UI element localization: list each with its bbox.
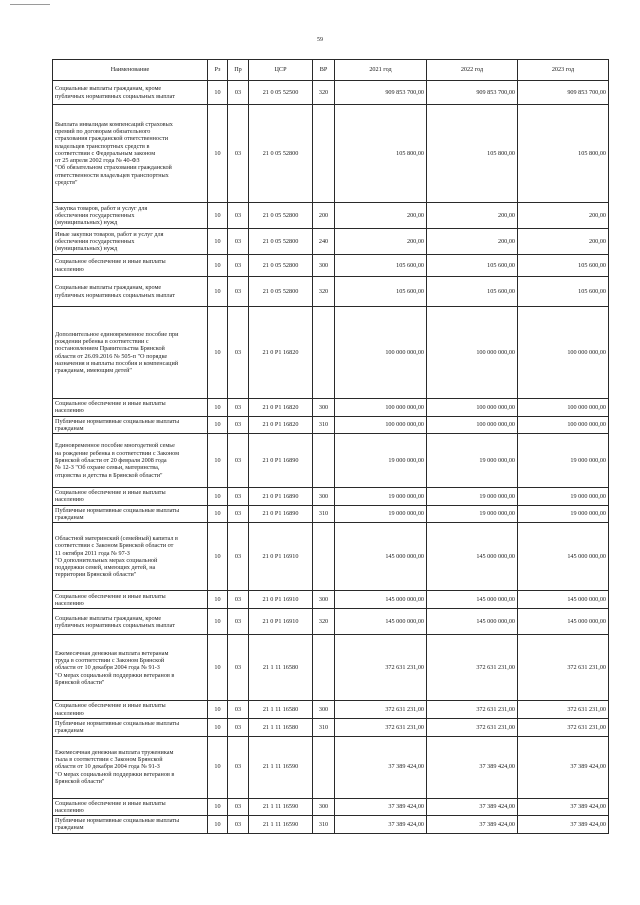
header-2021: 2021 год: [335, 60, 427, 81]
cell-csr: 21 0 05 52800: [249, 203, 313, 229]
cell-y2021: 19 000 000,00: [335, 505, 427, 523]
header-csr: ЦСР: [249, 60, 313, 81]
name-line: Публичные нормативные социальные выплаты: [55, 506, 180, 514]
cell-csr: 21 1 11 16580: [249, 701, 313, 719]
cell-vr: [313, 105, 335, 203]
cell-y2023: 100 000 000,00: [518, 399, 609, 417]
cell-name: [53, 798, 208, 816]
cell-y2022: 19 000 000,00: [427, 488, 518, 506]
cell-rz: 10: [208, 701, 228, 719]
name-line: Ежемесячная денежная выплата труженикам: [55, 748, 174, 756]
table-row: [53, 488, 609, 506]
cell-y2021: 200,00: [335, 203, 427, 229]
cell-y2021: 200,00: [335, 229, 427, 255]
cell-pr: 03: [228, 816, 249, 834]
cell-pr: 03: [228, 416, 249, 434]
cell-vr: 310: [313, 505, 335, 523]
page-number: 59: [317, 37, 323, 43]
cell-rz: 10: [208, 816, 228, 834]
cell-y2023: 372 631 231,00: [518, 718, 609, 736]
cell-csr: 21 0 05 52800: [249, 229, 313, 255]
cell-name: [53, 399, 208, 417]
cell-vr: 300: [313, 488, 335, 506]
name-line: области от 10 декабря 2004 года № 91-З: [55, 763, 160, 771]
cell-pr: 03: [228, 105, 249, 203]
cell-csr: 21 0 05 52800: [249, 105, 313, 203]
cell-vr: 310: [313, 816, 335, 834]
cell-y2021: 145 000 000,00: [335, 609, 427, 635]
cell-y2021: 372 631 231,00: [335, 635, 427, 701]
cell-pr: 03: [228, 399, 249, 417]
name-line: публичных нормативных социальных выплат: [55, 92, 175, 100]
name-line: "О мерах социальной поддержки ветеранов в: [55, 770, 175, 778]
cell-vr: 240: [313, 229, 335, 255]
cell-rz: 10: [208, 718, 228, 736]
cell-csr: 21 1 11 16580: [249, 635, 313, 701]
cell-name: [53, 816, 208, 834]
cell-rz: 10: [208, 609, 228, 635]
name-line: гражданам: [55, 514, 84, 522]
cell-vr: [313, 307, 335, 399]
cell-rz: 10: [208, 399, 228, 417]
table-row: [53, 416, 609, 434]
cell-y2023: 19 000 000,00: [518, 434, 609, 488]
name-line: Публичные нормативные социальные выплаты: [55, 417, 180, 425]
table-row: [53, 399, 609, 417]
cell-csr: 21 0 P1 16820: [249, 399, 313, 417]
cell-csr: 21 0 05 52800: [249, 255, 313, 277]
table-header-row: [53, 60, 609, 81]
cell-pr: 03: [228, 203, 249, 229]
scan-edge-mark: [10, 4, 50, 5]
cell-csr: 21 0 P1 16890: [249, 434, 313, 488]
name-line: населению: [55, 709, 84, 717]
cell-rz: 10: [208, 635, 228, 701]
cell-y2023: 100 000 000,00: [518, 416, 609, 434]
name-line: гражданам: [55, 424, 84, 432]
cell-rz: 10: [208, 488, 228, 506]
cell-vr: [313, 523, 335, 591]
table-row: [53, 203, 609, 229]
name-line: области от 26.09.2016 № 505-п "О порядке: [55, 352, 168, 360]
header-pr: Пр: [228, 60, 249, 81]
name-line: Социальные выплаты гражданам, кроме: [55, 614, 162, 622]
name-line: от 25 апреля 2002 года № 40-ФЗ: [55, 157, 140, 165]
cell-rz: 10: [208, 591, 228, 609]
cell-name: [53, 81, 208, 105]
cell-rz: 10: [208, 277, 228, 307]
cell-y2022: 145 000 000,00: [427, 591, 518, 609]
cell-name: [53, 203, 208, 229]
name-line: поддержки семей, имеющих детей, на: [55, 564, 156, 572]
cell-y2022: 105 800,00: [427, 105, 518, 203]
table-row: [53, 736, 609, 798]
cell-y2022: 372 631 231,00: [427, 635, 518, 701]
cell-rz: 10: [208, 81, 228, 105]
cell-csr: 21 0 05 52500: [249, 81, 313, 105]
name-line: "Об обязательном страховании гражданской: [55, 164, 172, 172]
cell-y2022: 200,00: [427, 229, 518, 255]
cell-pr: 03: [228, 229, 249, 255]
cell-csr: 21 0 P1 16820: [249, 307, 313, 399]
budget-table: [52, 59, 609, 834]
cell-pr: 03: [228, 307, 249, 399]
cell-name: [53, 736, 208, 798]
name-line: населению: [55, 806, 84, 814]
cell-vr: 310: [313, 718, 335, 736]
name-line: назначения и выплаты пособия и компенсаций: [55, 359, 179, 367]
name-line: Социальное обеспечение и иные выплаты: [55, 592, 166, 600]
cell-y2022: 372 631 231,00: [427, 718, 518, 736]
cell-y2023: 37 389 424,00: [518, 736, 609, 798]
table-row: [53, 798, 609, 816]
table-row: [53, 523, 609, 591]
name-line: Брянской области": [55, 778, 105, 785]
name-line: Выплата инвалидам компенсаций страховых: [55, 120, 173, 128]
cell-vr: 300: [313, 701, 335, 719]
table-row: [53, 701, 609, 719]
cell-name: [53, 307, 208, 399]
table-row: [53, 609, 609, 635]
name-line: населению: [55, 407, 84, 415]
cell-y2023: 37 389 424,00: [518, 816, 609, 834]
header-2023: 2023 год: [518, 60, 609, 81]
cell-rz: 10: [208, 229, 228, 255]
name-line: средств": [55, 179, 78, 187]
name-line: Брянской области от 20 февраля 2008 года: [55, 457, 167, 465]
cell-y2022: 105 600,00: [427, 255, 518, 277]
cell-y2022: 100 000 000,00: [427, 416, 518, 434]
cell-y2023: 200,00: [518, 203, 609, 229]
name-line: Социальное обеспечение и иные выплаты: [55, 702, 166, 710]
cell-y2022: 909 853 700,00: [427, 81, 518, 105]
cell-name: [53, 523, 208, 591]
cell-rz: 10: [208, 307, 228, 399]
name-line: рождении ребенка в соответствии с: [55, 337, 149, 345]
name-line: труда в соответствии с Законом Брянской: [55, 656, 165, 664]
cell-y2023: 37 389 424,00: [518, 798, 609, 816]
name-line: населению: [55, 496, 84, 504]
name-line: премий по договорам обязательного: [55, 127, 151, 135]
cell-csr: 21 0 P1 16890: [249, 505, 313, 523]
cell-vr: 300: [313, 798, 335, 816]
name-line: Дополнительное единовременное пособие при: [55, 330, 179, 338]
cell-rz: 10: [208, 798, 228, 816]
cell-y2023: 145 000 000,00: [518, 591, 609, 609]
cell-y2021: 145 000 000,00: [335, 523, 427, 591]
cell-vr: 320: [313, 277, 335, 307]
cell-y2021: 100 000 000,00: [335, 416, 427, 434]
cell-vr: 320: [313, 81, 335, 105]
cell-csr: 21 0 05 52800: [249, 277, 313, 307]
cell-rz: 10: [208, 736, 228, 798]
cell-vr: 200: [313, 203, 335, 229]
cell-rz: 10: [208, 416, 228, 434]
cell-name: [53, 434, 208, 488]
cell-y2022: 19 000 000,00: [427, 434, 518, 488]
name-line: Единовременное пособие многодетной семье: [55, 442, 175, 450]
table-row: [53, 81, 609, 105]
cell-rz: 10: [208, 203, 228, 229]
header-name: Наименование: [53, 60, 208, 81]
cell-y2021: 37 389 424,00: [335, 816, 427, 834]
cell-y2021: 19 000 000,00: [335, 434, 427, 488]
cell-y2022: 37 389 424,00: [427, 736, 518, 798]
cell-y2022: 200,00: [427, 203, 518, 229]
cell-vr: [313, 434, 335, 488]
cell-y2022: 37 389 424,00: [427, 816, 518, 834]
cell-pr: 03: [228, 434, 249, 488]
cell-name: [53, 255, 208, 277]
name-line: Социальное обеспечение и иные выплаты: [55, 489, 166, 497]
name-line: населению: [55, 599, 84, 607]
table-row: [53, 505, 609, 523]
name-line: (муниципальных) нужд: [55, 245, 118, 253]
cell-csr: 21 0 P1 16910: [249, 523, 313, 591]
name-line: гражданам: [55, 824, 84, 832]
table-row: [53, 434, 609, 488]
table-row: [53, 277, 609, 307]
cell-y2023: 19 000 000,00: [518, 505, 609, 523]
cell-y2023: 372 631 231,00: [518, 701, 609, 719]
name-line: населению: [55, 265, 84, 273]
name-line: "О мерах социальной поддержки ветеранов в: [55, 671, 175, 679]
name-line: 11 октября 2011 года № 97-З: [55, 549, 130, 557]
cell-y2023: 100 000 000,00: [518, 307, 609, 399]
header-rz: Рз: [208, 60, 228, 81]
name-line: Публичные нормативные социальные выплаты: [55, 817, 180, 825]
name-line: Социальное обеспечение и иные выплаты: [55, 258, 166, 266]
cell-y2023: 372 631 231,00: [518, 635, 609, 701]
cell-name: [53, 277, 208, 307]
name-line: Социальные выплаты гражданам, кроме: [55, 284, 162, 292]
cell-rz: 10: [208, 523, 228, 591]
cell-name: [53, 229, 208, 255]
cell-y2022: 105 600,00: [427, 277, 518, 307]
cell-pr: 03: [228, 488, 249, 506]
cell-vr: 300: [313, 255, 335, 277]
cell-pr: 03: [228, 591, 249, 609]
name-line: территории Брянской области": [55, 571, 137, 579]
name-line: "О дополнительных мерах социальной: [55, 556, 158, 564]
cell-y2023: 200,00: [518, 229, 609, 255]
cell-y2023: 145 000 000,00: [518, 523, 609, 591]
table-row: [53, 105, 609, 203]
cell-y2021: 100 000 000,00: [335, 307, 427, 399]
name-line: соответствии с Законом Брянской области от: [55, 542, 174, 550]
table-row: [53, 255, 609, 277]
cell-pr: 03: [228, 255, 249, 277]
name-line: Социальное обеспечение и иные выплаты: [55, 400, 166, 407]
cell-name: [53, 701, 208, 719]
cell-rz: 10: [208, 434, 228, 488]
cell-csr: 21 0 P1 16820: [249, 416, 313, 434]
table-row: [53, 635, 609, 701]
cell-rz: 10: [208, 255, 228, 277]
name-line: страхования гражданской ответственности: [55, 135, 169, 143]
name-line: Социальные выплаты гражданам, кроме: [55, 85, 162, 93]
cell-csr: 21 1 11 16590: [249, 816, 313, 834]
cell-y2021: 372 631 231,00: [335, 718, 427, 736]
name-line: Закупка товаров, работ и услуг для: [55, 204, 148, 212]
name-line: тыла в соответствии с Законом Брянской: [55, 756, 163, 764]
table-row: [53, 307, 609, 399]
cell-y2023: 105 600,00: [518, 277, 609, 307]
cell-y2022: 19 000 000,00: [427, 505, 518, 523]
cell-pr: 03: [228, 523, 249, 591]
cell-csr: 21 0 P1 16910: [249, 591, 313, 609]
cell-y2021: 105 600,00: [335, 255, 427, 277]
cell-pr: 03: [228, 736, 249, 798]
cell-vr: 300: [313, 591, 335, 609]
header-2022: 2022 год: [427, 60, 518, 81]
cell-csr: 21 1 11 16580: [249, 718, 313, 736]
cell-csr: 21 1 11 16590: [249, 798, 313, 816]
cell-y2021: 105 800,00: [335, 105, 427, 203]
cell-csr: 21 0 P1 16910: [249, 609, 313, 635]
cell-vr: [313, 635, 335, 701]
cell-y2022: 100 000 000,00: [427, 307, 518, 399]
cell-rz: 10: [208, 105, 228, 203]
table-row: [53, 229, 609, 255]
cell-name: [53, 416, 208, 434]
cell-rz: 10: [208, 505, 228, 523]
cell-pr: 03: [228, 635, 249, 701]
name-line: (муниципальных) нужд: [55, 219, 118, 227]
cell-pr: 03: [228, 701, 249, 719]
name-line: на рождение ребенка в соответствии с Законом: [55, 449, 179, 457]
cell-y2022: 145 000 000,00: [427, 523, 518, 591]
cell-vr: 310: [313, 416, 335, 434]
name-line: обеспечения государственных: [55, 211, 135, 219]
cell-y2021: 909 853 700,00: [335, 81, 427, 105]
cell-y2022: 100 000 000,00: [427, 399, 518, 417]
cell-pr: 03: [228, 718, 249, 736]
name-line: гражданам: [55, 727, 84, 735]
name-line: обеспечения государственных: [55, 237, 135, 245]
cell-y2021: 105 600,00: [335, 277, 427, 307]
cell-name: [53, 505, 208, 523]
cell-y2022: 145 000 000,00: [427, 609, 518, 635]
cell-csr: 21 0 P1 16890: [249, 488, 313, 506]
table-row: [53, 816, 609, 834]
name-line: постановлением Правительства Брянской: [55, 345, 165, 353]
name-line: Публичные нормативные социальные выплаты: [55, 719, 180, 727]
name-line: области от 10 декабря 2004 года № 91-З: [55, 664, 160, 672]
cell-pr: 03: [228, 277, 249, 307]
cell-pr: 03: [228, 798, 249, 816]
cell-vr: 320: [313, 609, 335, 635]
name-line: Иные закупки товаров, работ и услуг для: [55, 230, 164, 238]
cell-y2021: 37 389 424,00: [335, 798, 427, 816]
cell-y2021: 19 000 000,00: [335, 488, 427, 506]
cell-vr: [313, 736, 335, 798]
cell-pr: 03: [228, 81, 249, 105]
cell-y2023: 145 000 000,00: [518, 609, 609, 635]
name-line: Ежемесячная денежная выплата ветеранам: [55, 649, 169, 657]
name-line: Социальное обеспечение и иные выплаты: [55, 799, 166, 807]
cell-pr: 03: [228, 505, 249, 523]
cell-y2023: 19 000 000,00: [518, 488, 609, 506]
name-line: Брянской области": [55, 678, 105, 686]
cell-name: [53, 105, 208, 203]
cell-name: [53, 718, 208, 736]
cell-y2023: 909 853 700,00: [518, 81, 609, 105]
cell-name: [53, 635, 208, 701]
cell-y2022: 372 631 231,00: [427, 701, 518, 719]
name-line: владельцев транспортных средств в: [55, 142, 150, 150]
name-line: публичных нормативных социальных выплат: [55, 621, 175, 629]
cell-y2022: 37 389 424,00: [427, 798, 518, 816]
cell-y2021: 372 631 231,00: [335, 701, 427, 719]
name-line: Областной материнский (семейный) капитал в: [55, 534, 178, 542]
cell-y2023: 105 800,00: [518, 105, 609, 203]
name-line: № 12-З "Об охране семьи, материнства,: [55, 464, 160, 472]
header-vr: ВР: [313, 60, 335, 81]
cell-pr: 03: [228, 609, 249, 635]
name-line: соответствии с Федеральным законом: [55, 149, 156, 157]
name-line: публичных нормативных социальных выплат: [55, 291, 175, 299]
name-line: гражданам, имеющим детей": [55, 367, 132, 375]
table-row: [53, 718, 609, 736]
cell-y2021: 145 000 000,00: [335, 591, 427, 609]
cell-y2023: 105 600,00: [518, 255, 609, 277]
cell-vr: 300: [313, 399, 335, 417]
cell-name: [53, 609, 208, 635]
table-row: [53, 591, 609, 609]
name-line: ответственности владельцев транспортных: [55, 171, 169, 179]
cell-name: [53, 488, 208, 506]
cell-y2021: 100 000 000,00: [335, 399, 427, 417]
cell-y2021: 37 389 424,00: [335, 736, 427, 798]
cell-csr: 21 1 11 16590: [249, 736, 313, 798]
name-line: отцовства и детства в Брянской области": [55, 471, 163, 479]
cell-name: [53, 591, 208, 609]
